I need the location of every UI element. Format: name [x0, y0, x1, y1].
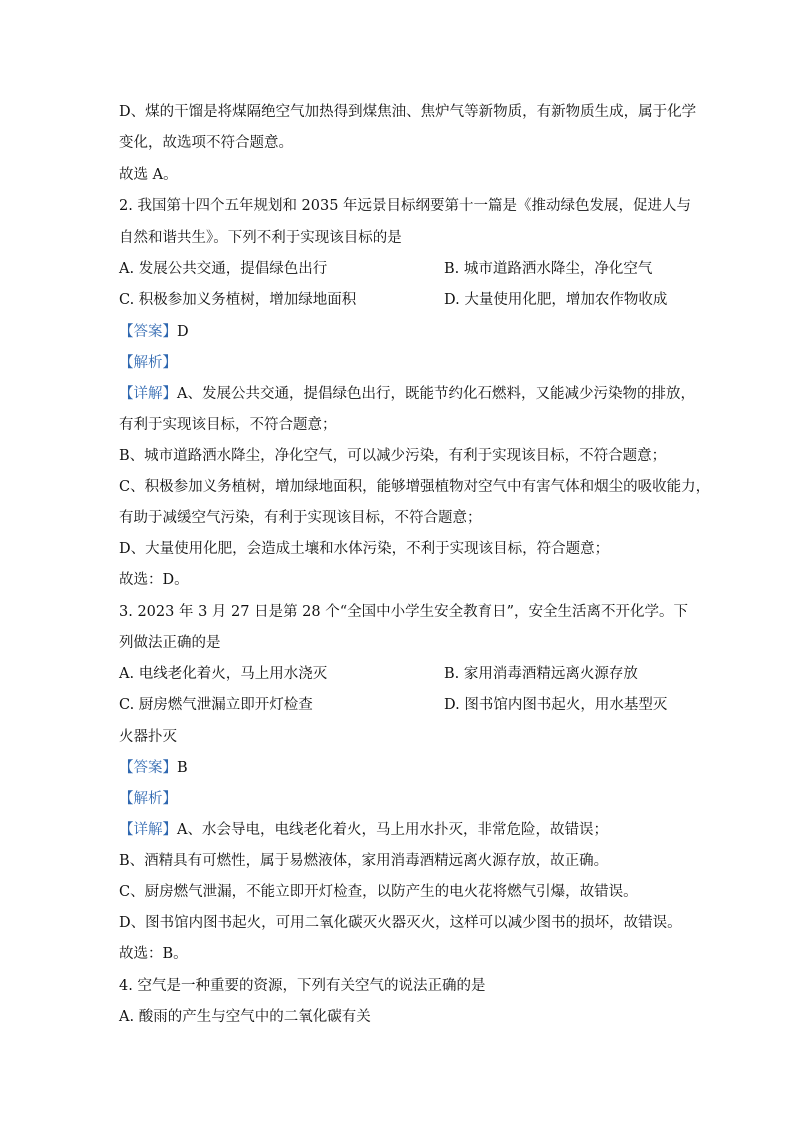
q2-option-d: D. 大量使用化肥，增加农作物收成: [444, 292, 668, 308]
q3-option-c: C. 厨房燃气泄漏立即开灯检查: [119, 697, 313, 713]
q3-detail-line3: C、厨房燃气泄漏，不能立即开灯检查，以防产生的电火花将燃气引爆，故错误。: [119, 884, 638, 900]
q2-option-a: A. 发展公共交通，提倡绿色出行: [119, 261, 328, 277]
q2-detail-line1: [119, 384, 695, 404]
q2-stem-line1: 2. 我国第十四个五年规划和 2035 年远景目标纲要第十一篇是《推动绿色发展，促进人与: [119, 198, 692, 214]
q1-option-d-explanation-line1: D、煤的干馏是将煤隔绝空气加热得到煤焦油、焦炉气等新物质，有新物质生成，属于化学: [119, 104, 697, 120]
q3-stem-line2: 列做法正确的是: [119, 635, 221, 651]
q2-answer-value: D: [177, 324, 189, 340]
q2-detail-line3: B、城市道路洒水降尘，净化空气，可以减少污染，有利于实现该目标，不符合题意；: [119, 448, 667, 464]
q2-detail-text: A、发展公共交通，提倡绿色出行，既能节约化石燃料，又能减少污染物的排放，: [177, 386, 695, 402]
q3-detail-line4: D、图书馆内图书起火，可用二氧化碳灭火器灭火，这样可以减少图书的损坏，故错误。: [119, 915, 682, 931]
q2-detail-line6: D、大量使用化肥，会造成土壤和水体污染，不利于实现该目标，符合题意；: [119, 541, 610, 557]
q3-detail-tag: 【详解】: [119, 822, 177, 838]
q1-conclusion: 故选 A。: [119, 167, 178, 183]
q4-option-a: A. 酸雨的产生与空气中的二氧化碳有关: [119, 1009, 371, 1025]
q2-conclusion: 故选：D。: [119, 572, 189, 588]
q3-answer-tag: 【答案】: [119, 760, 177, 776]
q3-answer: [119, 758, 188, 778]
q3-detail-line1: [119, 820, 608, 840]
q3-answer-value: B: [177, 760, 188, 776]
q3-option-d: D. 图书馆内图书起火，用水基型灭: [444, 697, 668, 713]
q3-option-b: B. 家用消毒酒精远离火源存放: [444, 666, 638, 682]
q3-detail-line2: B、酒精具有可燃性，属于易燃液体，家用消毒酒精远离火源存放，故正确。: [119, 853, 609, 869]
q2-analysis-tag: 【解析】: [119, 355, 177, 371]
q2-option-b: B. 城市道路洒水降尘，净化空气: [444, 261, 653, 277]
q2-option-c: C. 积极参加义务植树，增加绿地面积: [119, 292, 357, 308]
q3-stem-line1: 3. 2023 年 3 月 27 日是第 28 个“全国中小学生安全教育日”，安全生活离不开化学。下: [119, 604, 689, 620]
q3-analysis-tag: 【解析】: [119, 791, 177, 807]
q3-detail-text: A、水会导电，电线老化着火，马上用水扑灭，非常危险，故错误；: [177, 822, 608, 838]
q2-detail-tag: 【详解】: [119, 386, 177, 402]
q2-answer-tag: 【答案】: [119, 324, 177, 340]
q1-option-d-explanation-line2: 变化，故选项不符合题意。: [119, 135, 293, 151]
q2-detail-line5: 有助于减缓空气污染，有利于实现该目标，不符合题意；: [119, 510, 482, 526]
q2-answer: [119, 322, 189, 342]
q4-stem: 4. 空气是一种重要的资源，下列有关空气的说法正确的是: [119, 978, 486, 994]
q2-detail-line4: C、积极参加义务植树，增加绿地面积，能够增强植物对空气中有害气体和烟尘的吸收能力，: [119, 479, 711, 495]
q3-option-d-continued: 火器扑灭: [119, 729, 177, 745]
q2-stem-line2: 自然和谐共生》。下列不利于实现该目标的是: [119, 230, 402, 246]
q3-option-a: A. 电线老化着火，马上用水浇灭: [119, 666, 328, 682]
q3-conclusion: 故选：B。: [119, 946, 188, 962]
q2-detail-line2: 有利于实现该目标，不符合题意；: [119, 417, 337, 433]
